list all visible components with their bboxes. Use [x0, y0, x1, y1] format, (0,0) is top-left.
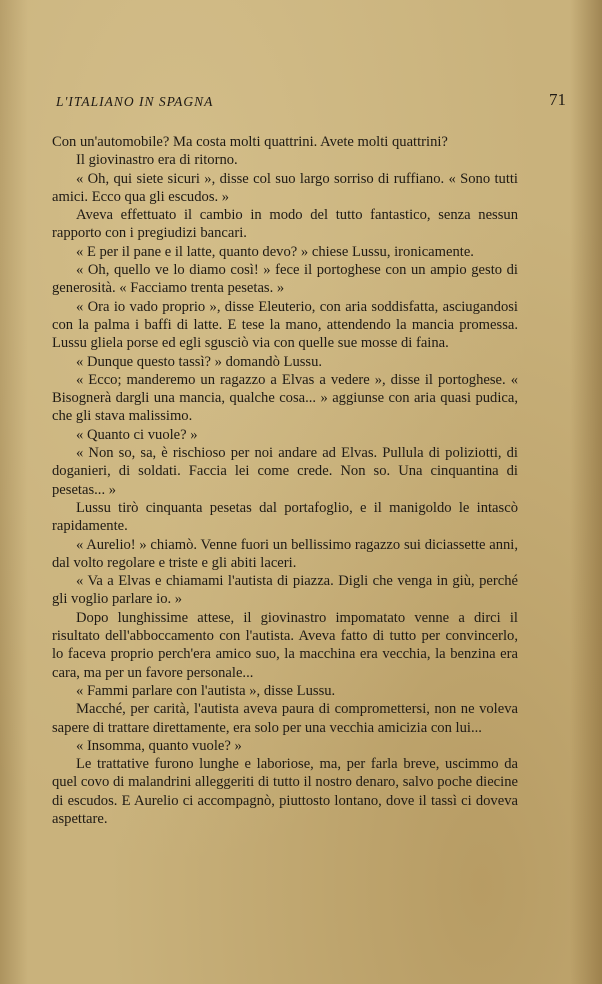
paragraph: Il giovinastro era di ritorno. — [76, 152, 238, 169]
paragraph: Le trattative furono lunghe e laboriose, ma, per farla breve, uscimmo da quel covo di malandrini alleggeriti di tutto il nostro denaro, salvo poche diecine di escudos. E Aurelio ci accompagnò, piuttosto lontano, dove il tassì ci doveva aspettare. — [52, 756, 518, 827]
paragraph: « Non so, sa, è rischioso per noi andare ad Elvas. Pullula di poliziotti, di doganieri, di soldati. Faccia lei come crede. Non so. Una cinquantina di pesetas... » — [52, 445, 518, 498]
paragraph: « Quanto ci vuole? » — [76, 426, 198, 443]
paragraph: « Ora io vado proprio », disse Eleuterio, con aria soddisfatta, asciugandosi con la palma i baffi di latte. E tese la mano, attendendo la mancia promessa. Lussu gliela porse ed egli sgusciò via con quelle sue mosse di faina. — [52, 298, 518, 352]
paragraph: « Fammi parlare con l'autista », disse Lussu. — [76, 682, 336, 699]
paragraph: « Ecco; manderemo un ragazzo a Elvas a vedere », disse il portoghese. « Bisognerà dargli una mancia, qualche cosa... » aggiunse con aria quasi pudica, che gli stava malissimo. — [52, 371, 518, 425]
running-header — [48, 90, 566, 114]
paragraph: « Dunque questo tassì? » domandò Lussu. — [76, 353, 323, 370]
paragraph: « Insomma, quanto vuole? » — [76, 737, 242, 754]
paragraph: Con un'automobile? Ma costa molti quattrini. Avete molti quattrini? — [52, 134, 448, 150]
paragraph: « E per il pane e il latte, quanto devo? » chiese Lussu, ironicamente. — [76, 243, 474, 260]
paragraph: Lussu tirò cinquanta pesetas dal portafoglio, e il manigoldo le intascò rapidamente. — [52, 499, 518, 535]
body-text — [52, 133, 518, 828]
paragraph: Aveva effettuato il cambio in modo del tutto fantastico, senza nessun rapporto con i pregiudizi bancari. — [52, 207, 518, 242]
running-header-title: L'ITALIANO IN SPAGNA — [56, 94, 214, 109]
paragraph: Macché, per carità, l'autista aveva paura di compromettersi, non ne voleva sapere di trattare direttamente, era solo per una vecchia amicizia con lui... — [52, 701, 518, 736]
paragraph: « Oh, qui siete sicuri », disse col suo largo sorriso di ruffiano. « Sono tutti amici. Ecco qua gli escudos. » — [52, 170, 518, 205]
paragraph: Dopo lunghissime attese, il giovinastro impomatato venne a dirci il risultato dell'abboccamento con l'autista. Aveva fatto di tutto per convincerlo, lo faceva proprio perch'era amico suo, la macchina era vecchia, la benzina era cara, ma per un favore personale... — [52, 609, 518, 681]
paragraph: « Aurelio! » chiamò. Venne fuori un bellissimo ragazzo sui diciassette anni, dal volto regolare e triste e gli abiti laceri. — [52, 536, 518, 571]
page-number: 71 — [549, 90, 566, 109]
paragraph: « Oh, quello ve lo diamo così! » fece il portoghese con un ampio gesto di generosità. « Facciamo trenta pesetas. » — [52, 262, 518, 297]
paragraph: « Va a Elvas e chiamami l'autista di piazza. Digli che venga in giù, perché gli voglio parlare io. » — [52, 573, 518, 608]
